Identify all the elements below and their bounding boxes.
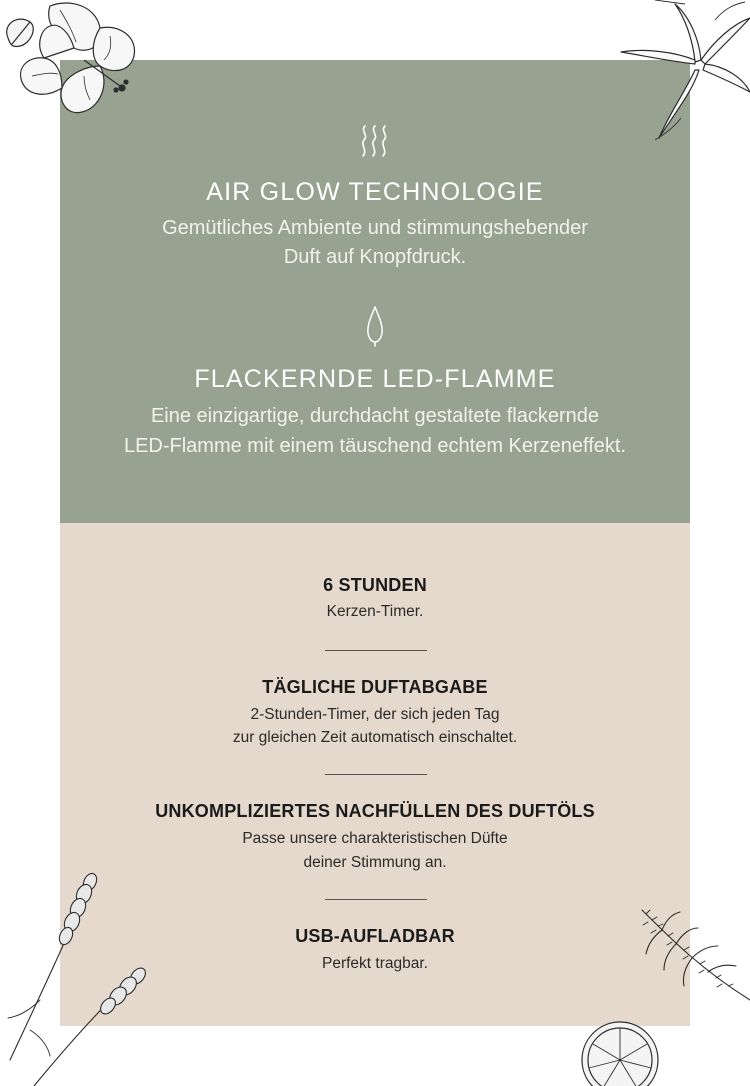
citrus-slice-illustration [575, 1010, 665, 1086]
feature-text-led-flame-line-1: Eine einzigartige, durchdacht gestaltete flackernde [150, 405, 600, 427]
feature-text-usb: Perfekt tragbar. [322, 955, 428, 972]
feature-text-6-hours: Kerzen-Timer. [326, 603, 424, 620]
flame-icon [364, 305, 386, 347]
divider [325, 650, 427, 651]
feature-title-refill: UNKOMPLIZIERTES NACHFÜLLEN DES DUFTÖLS [155, 801, 595, 821]
feature-title-usb: USB-AUFLADBAR [295, 926, 455, 946]
feature-text-refill-line-2: deiner Stimmung an. [303, 854, 447, 871]
divider [325, 899, 427, 900]
feature-title-6-hours: 6 STUNDEN [323, 575, 427, 595]
steam-icon [356, 122, 394, 162]
feature-title-air-glow: AIR GLOW TECHNOLOGIE [206, 178, 544, 206]
divider [325, 774, 427, 775]
hibiscus-illustration [0, 0, 150, 140]
feature-text-daily-scent-line-1: 2-Stunden-Timer, der sich jeden Tag [250, 706, 500, 723]
feature-title-daily-scent: TÄGLICHE DUFTABGABE [262, 677, 488, 697]
feature-text-refill-line-1: Passe unsere charakteristischen Düfte [242, 830, 508, 847]
feature-text-air-glow-line-2: Duft auf Knopfdruck. [283, 246, 467, 268]
feature-text-led-flame-line-2: LED-Flamme mit einem täuschend echtem Kerzeneffekt. [123, 435, 627, 457]
feature-title-led-flame: FLACKERNDE LED-FLAMME [194, 365, 556, 393]
lavender-illustration [0, 860, 160, 1086]
star-flower-illustration [615, 0, 750, 150]
feature-text-air-glow-line-1: Gemütliches Ambiente und stimmungshebender [162, 217, 588, 239]
feature-text-daily-scent-line-2: zur gleichen Zeit automatisch einschaltet. [232, 729, 518, 746]
